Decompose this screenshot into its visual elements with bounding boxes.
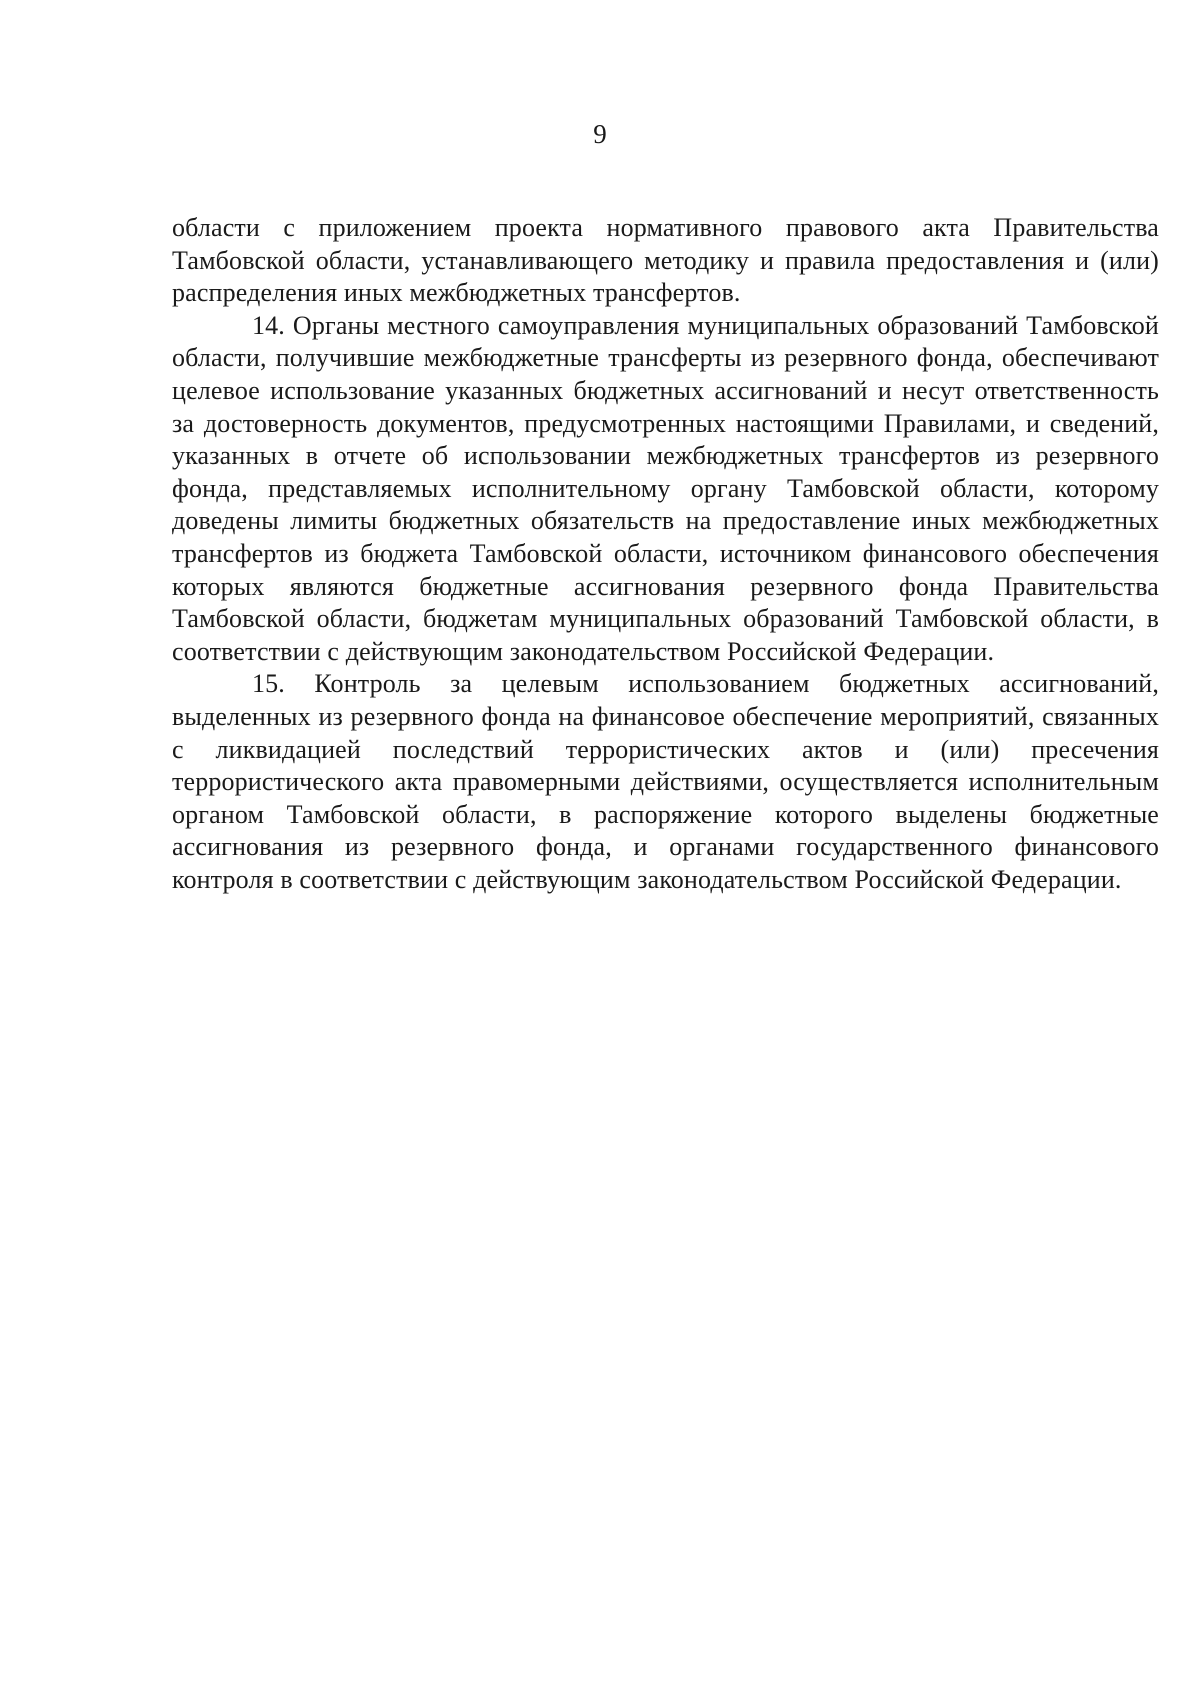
paragraph-14: 14. Органы местного самоуправления муниципальных образований Тамбовской области, получившие межбюджетные трансферты из резервного фонда, обеспечивают целевое использование указанных бюджетных ассигнований и несут ответственность за достоверность документов, предусмотренных настоящими Правилами, и сведений, указанных в отчете об использовании межбюджетных трансфертов из резервного фонда, представляемых исполнительному органу Тамбовской области, которому доведены лимиты бюджетных обязательств на предоставление иных межбюджетных трансфертов из бюджета Тамбовской области, источником финансового обеспечения которых являются бюджетные ассигнования резервного фонда Правительства Тамбовской области, бюджетам муниципальных образований Тамбовской области, в соответствии с действующим законодательством Российской Федерации. [172, 310, 1159, 666]
document-body [172, 212, 1159, 896]
paragraph-continuation: области с приложением проекта нормативного правового акта Правительства Тамбовской области, устанавливающего методику и правила предоставления и (или) распределения иных межбюджетных трансфертов. [172, 213, 1159, 308]
paragraph-15: 15. Контроль за целевым использованием бюджетных ассигнований, выделенных из резервного фонда на финансовое обеспечение мероприятий, связанных с ликвидацией последствий террористических актов и (или) пресечения террористического акта правомерными действиями, осуществляется исполнительным органом Тамбовской области, в распоряжение которого выделены бюджетные ассигнования из резервного фонда, и органами государственного финансового контроля в соответствии с действующим законодательством Российской Федерации. [172, 669, 1159, 894]
page-number: 9 [593, 119, 607, 149]
